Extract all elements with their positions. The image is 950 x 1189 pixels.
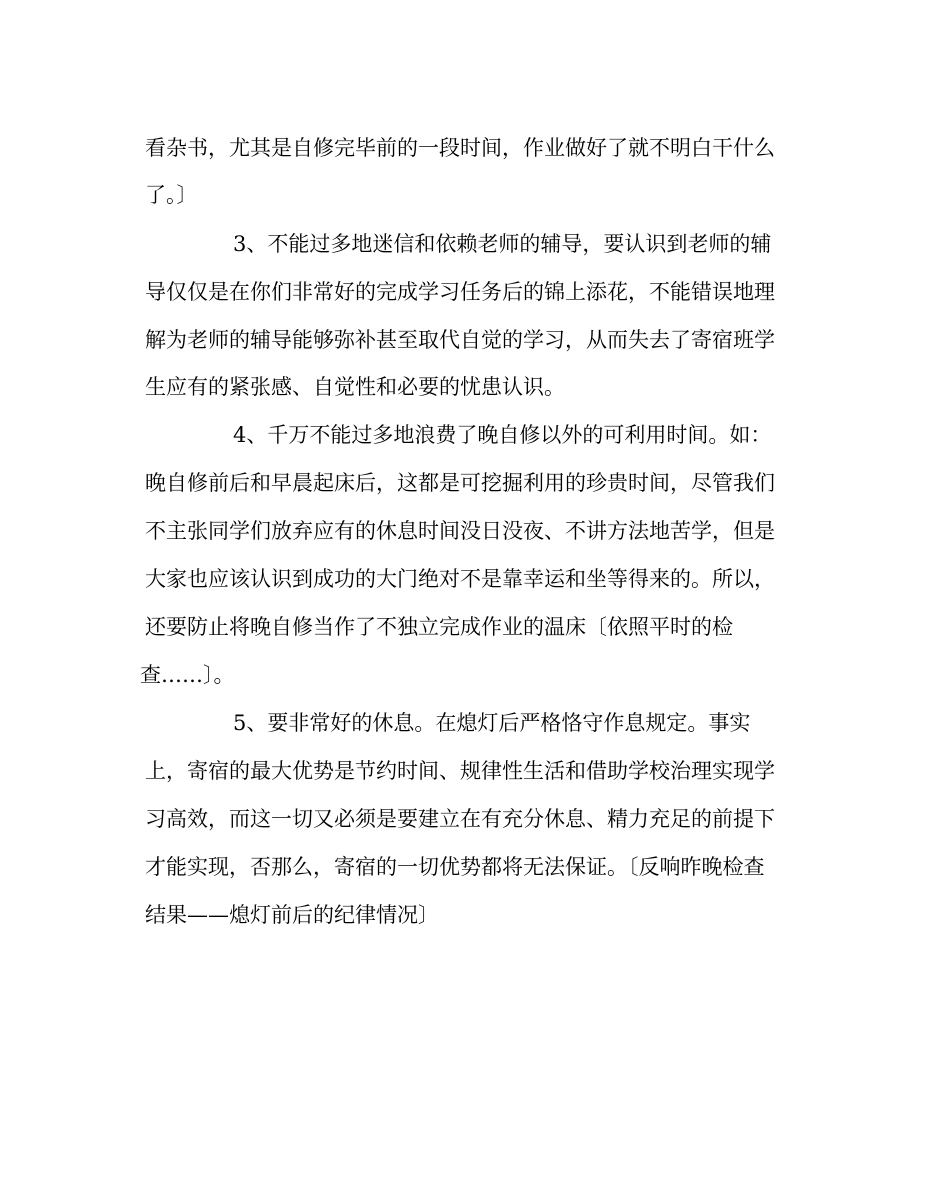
- paragraph-4-start: 4、千万不能过多地浪费了晚自修以外的可利用时间。如：: [233, 423, 772, 447]
- text-line: 大家也应该认识到成功的大门绝对不是靠幸运和坐等得来的。所以，: [145, 567, 775, 591]
- text-line: 解为老师的辅导能够弥补甚至取代自觉的学习，从而失去了寄宿班学: [145, 328, 775, 352]
- text-line: 生应有的紧张感、自觉性和必要的忧患认识。: [145, 375, 565, 399]
- text-line: 看杂书，尤其是自修完毕前的一段时间，作业做好了就不明白干什么: [145, 136, 775, 160]
- text-line: 习高效，而这一切又必须是要建立在有充分休息、精力充足的前提下: [145, 807, 775, 831]
- paragraph-3-start: 3、不能过多地迷信和依赖老师的辅导，要认识到老师的辅: [233, 232, 772, 256]
- text-line: 晚自修前后和早晨起床后，这都是可挖掘利用的珍贵时间，尽管我们: [145, 471, 775, 495]
- text-line: 结果——熄灯前后的纪律情况〕: [145, 903, 439, 927]
- text-line: 查……〕。: [140, 663, 235, 687]
- text-line: 才能实现，否那么，寄宿的一切优势都将无法保证。〔反响昨晚检查: [145, 855, 765, 879]
- text-line: 了。〕: [145, 183, 198, 207]
- text-line: 导仅仅是在你们非常好的完成学习任务后的锦上添花，不能错误地理: [145, 280, 775, 304]
- text-line: 还要防止将晚自修当作了不独立完成作业的温床〔依照平时的检: [145, 615, 733, 639]
- text-line: 不主张同学们放弃应有的休息时间没日没夜、不讲方法地苦学，但是: [145, 519, 775, 543]
- paragraph-5-start: 5、要非常好的休息。在熄灯后严格恪守作息规定。事实: [233, 711, 751, 735]
- text-line: 上，寄宿的最大优势是节约时间、规律性生活和借助学校治理实现学: [145, 759, 775, 783]
